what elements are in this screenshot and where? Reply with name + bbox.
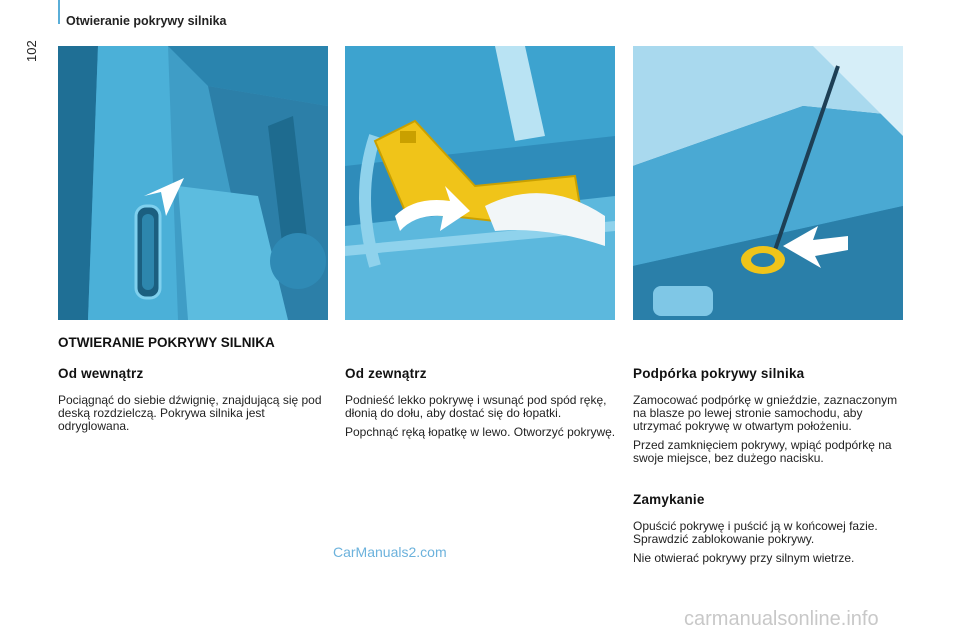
paragraph: Popchnąć ręką łopatkę w lewo. Otworzyć pokrywę. <box>345 425 616 439</box>
exterior-latch-illustration <box>345 46 615 320</box>
paragraph: Podnieść lekko pokrywę i wsunąć pod spód rękę, dłonią do dołu, aby dostać się do łopatki. <box>345 393 607 420</box>
heading-outside: Od zewnątrz <box>345 366 427 381</box>
bonnet-support-illustration <box>633 46 903 320</box>
watermark-footer: carmanualsonline.info <box>684 608 879 630</box>
column-inside <box>58 366 333 439</box>
page-header-title: Otwieranie pokrywy silnika <box>66 14 227 28</box>
paragraph: Opuścić pokrywę i puścić ją w końcowej fazie. Sprawdzić zablokowanie pokrywy. <box>633 519 878 546</box>
paragraph: Zamocować podpórkę w gnieździe, zaznaczonym na blasze po lewej stronie samochodu, aby utrzymać pokrywę w otwartym położeniu. <box>633 393 898 433</box>
heading-support: Podpórka pokrywy silnika <box>633 366 805 381</box>
interior-lever-illustration <box>58 46 328 320</box>
page-number: 102 <box>24 40 39 62</box>
paragraph: Przed zamknięciem pokrywy, wpiąć podpórkę na swoje miejsce, bez dużego nacisku. <box>633 438 892 465</box>
column-support <box>633 366 908 471</box>
header-accent-rule <box>58 0 60 24</box>
paragraph: Pociągnąć do siebie dźwignię, znajdującą się pod deską rozdzielczą. Pokrywa silnika jest odryglowana. <box>58 393 322 433</box>
column-closing <box>633 492 908 571</box>
watermark-link[interactable]: CarManuals2.com <box>333 544 447 560</box>
section-title: OTWIERANIE POKRYWY SILNIKA <box>58 335 275 350</box>
heading-inside: Od wewnątrz <box>58 366 144 381</box>
paragraph: Nie otwierać pokrywy przy silnym wietrze. <box>633 551 855 565</box>
heading-closing: Zamykanie <box>633 492 705 507</box>
column-outside <box>345 366 620 445</box>
